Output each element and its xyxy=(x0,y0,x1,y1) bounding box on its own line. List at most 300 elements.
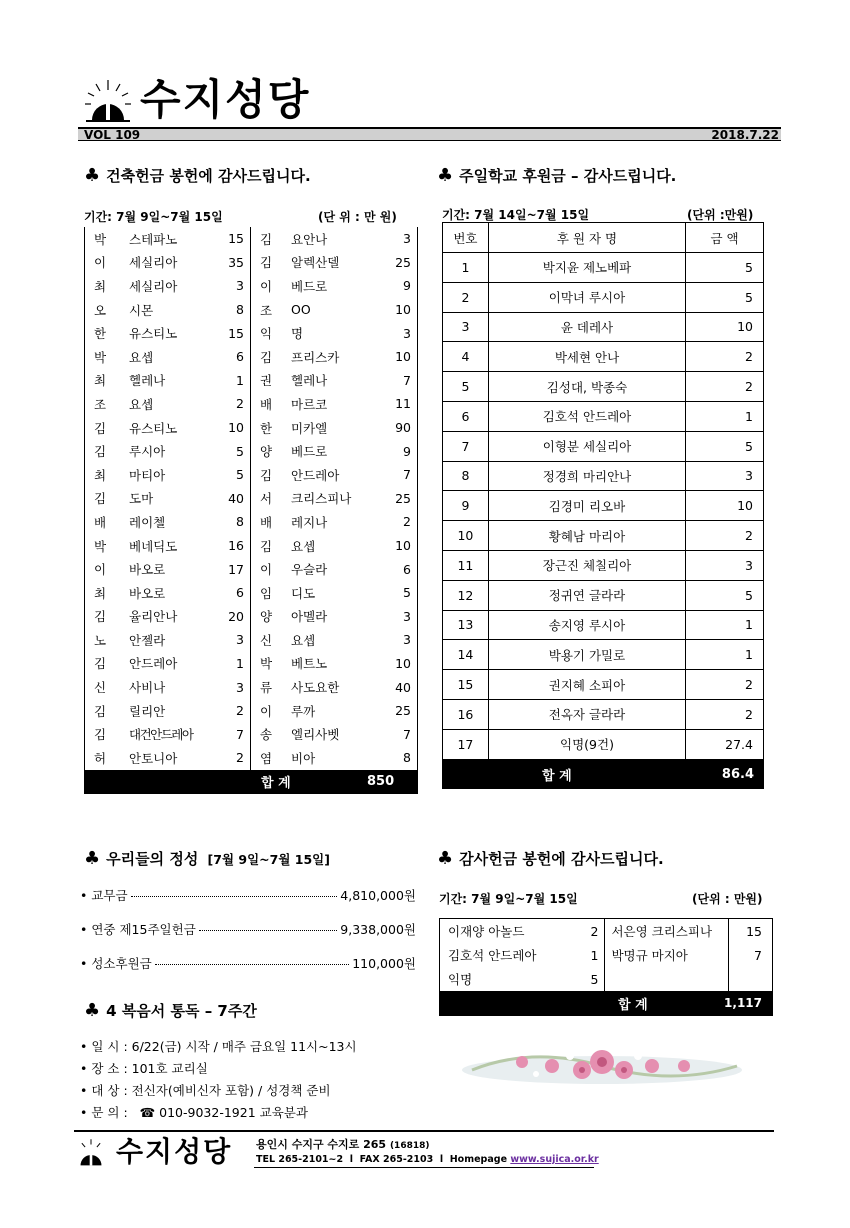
table-row xyxy=(85,439,417,463)
donor-name: 이재양 아놀드 xyxy=(448,924,525,939)
donor-amount: 7 xyxy=(403,467,411,483)
donor-amount: 3 xyxy=(236,632,244,648)
donor-amount: 5 xyxy=(236,443,244,459)
donor-cell xyxy=(85,699,251,723)
sponsor-name: 익명(9건) xyxy=(488,729,685,759)
donor-name xyxy=(605,967,728,991)
donor-name: OO xyxy=(291,302,311,318)
donor-surname: 류 xyxy=(259,680,273,696)
donor-cell xyxy=(251,746,417,770)
devotion-section-title: ♣ 우리들의 정성 [7월 9일~7월 15일] xyxy=(84,848,330,869)
donor-name: 루까 xyxy=(291,703,316,719)
donor-name: 레지나 xyxy=(291,514,328,530)
gospel-section-title: ♣ 4 복음서 통독 – 7주간 xyxy=(84,1000,257,1021)
donor-cell xyxy=(85,439,251,463)
header-bar xyxy=(78,127,781,141)
donor-cell xyxy=(251,227,417,251)
donor-amount: 10 xyxy=(395,538,411,554)
donor-amount: 6 xyxy=(236,585,244,601)
row-number: 14 xyxy=(443,640,489,670)
donor-surname: 양 xyxy=(259,609,273,625)
thanks-total-row xyxy=(440,991,772,1015)
donor-name: 요안나 xyxy=(291,231,328,247)
thanks-table xyxy=(439,918,773,1016)
row-number: 15 xyxy=(443,670,489,700)
donor-name: 루시아 xyxy=(129,444,166,460)
donor-cell xyxy=(251,298,417,322)
sponsor-name: 황혜남 마리아 xyxy=(488,521,685,551)
table-row xyxy=(443,550,764,580)
donor-cell xyxy=(85,510,251,534)
donor-cell xyxy=(251,675,417,699)
table-row xyxy=(443,610,764,640)
table-row xyxy=(85,463,417,487)
donor-amount: 3 xyxy=(403,325,411,341)
donor-surname: 송 xyxy=(259,727,273,743)
row-number: 4 xyxy=(443,342,489,372)
donor-amount: 7 xyxy=(728,943,772,967)
sponsor-amount: 1 xyxy=(686,640,764,670)
table-header-row xyxy=(443,223,764,253)
donor-amount: 8 xyxy=(236,302,244,318)
donor-amount: 7 xyxy=(403,726,411,742)
sponsor-amount: 2 xyxy=(686,670,764,700)
donor-name: 크리스피나 xyxy=(291,491,352,507)
donor-surname: 배 xyxy=(93,514,107,530)
donor-surname: 이 xyxy=(93,255,107,271)
donor-cell xyxy=(251,699,417,723)
table-row xyxy=(443,253,764,283)
volume-number: VOL 109 xyxy=(84,128,141,142)
donor-name: 안젤라 xyxy=(129,632,166,648)
donor-surname: 김 xyxy=(93,444,107,460)
donor-surname: 최 xyxy=(93,585,107,601)
sunday-school-unit: (단위 :만원) xyxy=(687,208,754,222)
donor-amount: 9 xyxy=(403,278,411,294)
donor-amount: 11 xyxy=(395,396,411,412)
donor-cell xyxy=(85,392,251,416)
donor-amount: 35 xyxy=(228,254,244,270)
donor-name: 릴리안 xyxy=(129,703,166,719)
donor-cell xyxy=(251,722,417,746)
donor-amount: 5 xyxy=(236,467,244,483)
table-row xyxy=(85,392,417,416)
donor-name: 마르코 xyxy=(291,396,328,412)
row-number: 2 xyxy=(443,282,489,312)
donor-name: 바오로 xyxy=(129,562,166,578)
donor-surname: 조 xyxy=(259,302,273,318)
table-row xyxy=(440,967,772,991)
donor-amount: 5 xyxy=(403,585,411,601)
church-logo-icon xyxy=(74,1136,108,1170)
donor-name: 요셉 xyxy=(129,349,154,365)
col-header-sponsor: 후 원 자 명 xyxy=(488,223,685,253)
donor-amount: 2 xyxy=(403,514,411,530)
sunday-school-section-title: ♣ 주일학교 후원금 – 감사드립니다. xyxy=(437,165,677,186)
col-header-number: 번호 xyxy=(443,223,489,253)
donor-surname: 신 xyxy=(93,680,107,696)
row-number: 17 xyxy=(443,729,489,759)
donor-name: 도마 xyxy=(129,491,154,507)
table-row xyxy=(85,345,417,369)
donor-amount: 2 xyxy=(236,396,244,412)
donor-cell xyxy=(85,369,251,393)
donor-name: 율리안나 xyxy=(129,609,178,625)
list-item: • 연중 제15주일헌금 9,338,000원 xyxy=(80,922,416,937)
donor-amount: 20 xyxy=(228,608,244,624)
donor-surname: 이 xyxy=(259,703,273,719)
donor-surname: 김 xyxy=(93,420,107,436)
donor-cell xyxy=(251,463,417,487)
donor-cell xyxy=(251,392,417,416)
table-row xyxy=(443,491,764,521)
donor-amount: 40 xyxy=(228,490,244,506)
donor-surname: 박 xyxy=(93,349,107,365)
donor-amount: 6 xyxy=(236,349,244,365)
table-row xyxy=(443,670,764,700)
donor-amount: 1 xyxy=(577,943,605,967)
donor-amount: 90 xyxy=(395,420,411,436)
donor-name: 유스티노 xyxy=(129,420,178,436)
donor-name: 비아 xyxy=(291,750,316,766)
table-row xyxy=(85,675,417,699)
donor-surname: 김 xyxy=(259,538,273,554)
sponsor-amount: 2 xyxy=(686,372,764,402)
donor-surname: 양 xyxy=(259,444,273,460)
donor-surname: 김 xyxy=(93,609,107,625)
club-icon: ♣ xyxy=(437,848,454,869)
row-number: 1 xyxy=(443,253,489,283)
footer-divider xyxy=(74,1130,774,1132)
sponsor-name: 정경희 마리안나 xyxy=(488,461,685,491)
donor-surname: 신 xyxy=(259,632,273,648)
donor-cell xyxy=(85,675,251,699)
flower-decoration xyxy=(452,1036,752,1096)
donor-name: 안드레아 xyxy=(129,656,178,672)
issue-date: 2018.7.22 xyxy=(711,128,779,142)
phone-icon: ☎ xyxy=(139,1105,156,1120)
donor-surname: 최 xyxy=(93,278,107,294)
row-number: 13 xyxy=(443,610,489,640)
sponsor-amount: 1 xyxy=(686,610,764,640)
donor-cell xyxy=(85,274,251,298)
sponsor-amount: 5 xyxy=(686,282,764,312)
sponsor-name: 김성대, 박종숙 xyxy=(488,372,685,402)
sponsor-amount: 3 xyxy=(686,461,764,491)
donor-cell xyxy=(85,227,251,251)
donor-amount: 15 xyxy=(228,231,244,247)
donor-cell xyxy=(251,439,417,463)
table-row xyxy=(443,521,764,551)
sponsor-name: 박용기 가밀로 xyxy=(488,640,685,670)
table-row xyxy=(85,605,417,629)
donor-cell xyxy=(251,321,417,345)
donor-name: 베트노 xyxy=(291,656,328,672)
donor-amount: 15 xyxy=(728,919,772,943)
footer-logo xyxy=(74,1136,108,1170)
sponsor-name: 박지윤 제노베파 xyxy=(488,253,685,283)
sponsor-amount: 10 xyxy=(686,491,764,521)
donor-surname: 김 xyxy=(259,255,273,271)
donor-amount: 8 xyxy=(403,750,411,766)
donor-name: 세실리아 xyxy=(129,278,178,294)
donor-amount: 2 xyxy=(577,919,605,943)
donor-surname: 익 xyxy=(259,326,273,342)
table-row xyxy=(443,729,764,759)
table-row xyxy=(443,640,764,670)
sponsor-amount: 3 xyxy=(686,550,764,580)
donor-name: 스테파노 xyxy=(129,231,178,247)
table-row xyxy=(85,369,417,393)
donor-name: 베드로 xyxy=(291,444,328,460)
donor-name: 안토니아 xyxy=(129,750,178,766)
sponsor-amount: 2 xyxy=(686,342,764,372)
list-item: • 성소후원금 110,000원 xyxy=(80,956,416,971)
donor-surname: 배 xyxy=(259,514,273,530)
donor-surname: 박 xyxy=(93,231,107,247)
table-row xyxy=(85,274,417,298)
club-icon: ♣ xyxy=(84,1000,101,1021)
donor-cell xyxy=(251,369,417,393)
thanks-total-value: 1,117 xyxy=(724,996,762,1010)
sponsor-amount: 5 xyxy=(686,580,764,610)
donor-name: 요셉 xyxy=(291,632,316,648)
table-row xyxy=(85,534,417,558)
donor-name: 미카엘 xyxy=(291,420,328,436)
donor-cell xyxy=(85,416,251,440)
donor-cell xyxy=(251,534,417,558)
donor-amount: 25 xyxy=(395,703,411,719)
donor-amount: 25 xyxy=(395,490,411,506)
devotion-period: [7월 9일~7월 15일] xyxy=(207,852,330,867)
donor-surname: 오 xyxy=(93,302,107,318)
donor-cell xyxy=(85,251,251,275)
sunday-school-total-value: 86.4 xyxy=(721,766,754,782)
row-number: 12 xyxy=(443,580,489,610)
building-table xyxy=(84,227,418,794)
club-icon: ♣ xyxy=(84,848,101,869)
donor-cell xyxy=(251,345,417,369)
table-row xyxy=(443,372,764,402)
sponsor-amount: 2 xyxy=(686,699,764,729)
sponsor-amount: 1 xyxy=(686,401,764,431)
donor-cell xyxy=(85,581,251,605)
donor-surname: 김 xyxy=(93,727,107,743)
donor-amount: 8 xyxy=(236,514,244,530)
donor-cell xyxy=(251,652,417,676)
donor-surname: 허 xyxy=(93,750,107,766)
donor-name: 우슬라 xyxy=(291,562,328,578)
sponsor-name: 정귀연 글라라 xyxy=(488,580,685,610)
sunday-school-total-label: 합 계 xyxy=(542,768,572,784)
donor-amount: 7 xyxy=(236,726,244,742)
footer-contact: TEL 265-2101~2 l FAX 265-2103 l Homepage www.sujica.or.kr xyxy=(256,1154,599,1165)
footer-underline xyxy=(254,1167,594,1168)
donor-surname: 배 xyxy=(259,396,273,412)
table-row xyxy=(85,628,417,652)
sunday-school-total-row xyxy=(442,759,764,789)
building-section-title: ♣ 건축헌금 봉헌에 감사드립니다. xyxy=(84,165,311,186)
donor-name: 프리스카 xyxy=(291,349,340,365)
donor-amount: 3 xyxy=(403,231,411,247)
sponsor-name: 장근진 체칠리아 xyxy=(488,550,685,580)
donor-name: 김호석 안드레아 xyxy=(448,948,537,963)
donor-cell xyxy=(85,605,251,629)
sponsor-amount: 2 xyxy=(686,521,764,551)
donor-name: 유스티노 xyxy=(129,326,178,342)
donor-amount: 3 xyxy=(403,632,411,648)
donor-cell xyxy=(85,463,251,487)
donor-cell xyxy=(85,746,251,770)
donor-amount: 16 xyxy=(228,538,244,554)
sponsor-amount: 27.4 xyxy=(686,729,764,759)
donor-amount xyxy=(728,967,772,991)
donor-amount: 40 xyxy=(395,679,411,695)
donor-name: 세실리아 xyxy=(129,255,178,271)
donor-amount: 17 xyxy=(228,561,244,577)
church-logo-icon xyxy=(82,76,134,126)
row-number: 10 xyxy=(443,521,489,551)
table-row xyxy=(85,722,417,746)
donor-surname: 이 xyxy=(93,562,107,578)
donor-name: 디도 xyxy=(291,585,316,601)
donor-cell xyxy=(85,652,251,676)
table-row xyxy=(443,342,764,372)
table-row xyxy=(440,943,772,967)
header-logo xyxy=(82,76,134,126)
donor-cell xyxy=(85,557,251,581)
donor-amount: 2 xyxy=(236,703,244,719)
sponsor-name: 이형분 세실리아 xyxy=(488,431,685,461)
donor-name: 익명 xyxy=(448,972,473,987)
donor-amount: 10 xyxy=(395,655,411,671)
donor-amount: 1 xyxy=(236,372,244,388)
gospel-info-list xyxy=(80,1036,357,1124)
building-total-row xyxy=(85,770,417,794)
table-row xyxy=(85,557,417,581)
sponsor-name: 이막녀 루시아 xyxy=(488,282,685,312)
row-number: 8 xyxy=(443,461,489,491)
donor-cell xyxy=(85,628,251,652)
header-title: 수지성당 xyxy=(140,75,311,124)
donor-name: 서은영 크리스피나 xyxy=(611,924,713,939)
table-row xyxy=(85,227,417,251)
donor-amount: 7 xyxy=(403,372,411,388)
donor-cell xyxy=(85,722,251,746)
donor-surname: 김 xyxy=(93,656,107,672)
donor-name: 바오로 xyxy=(129,585,166,601)
donor-cell xyxy=(251,628,417,652)
donor-amount: 25 xyxy=(395,254,411,270)
donor-surname: 김 xyxy=(93,491,107,507)
sponsor-name: 권지혜 소피아 xyxy=(488,670,685,700)
donor-name: 헬레나 xyxy=(291,373,328,389)
col-header-amount: 금 액 xyxy=(686,223,764,253)
table-row xyxy=(443,580,764,610)
donor-cell xyxy=(85,345,251,369)
club-icon: ♣ xyxy=(84,165,101,186)
thanks-unit: (단위 : 만원) xyxy=(692,892,763,906)
donor-surname: 이 xyxy=(259,278,273,294)
donor-amount: 10 xyxy=(395,349,411,365)
sponsor-name: 전옥자 글라라 xyxy=(488,699,685,729)
row-number: 5 xyxy=(443,372,489,402)
sponsor-name: 박세현 안나 xyxy=(488,342,685,372)
building-total-label: 합 계 xyxy=(261,776,291,792)
donor-cell xyxy=(251,510,417,534)
footer-address: 용인시 수지구 수지로 265 (16818) xyxy=(256,1138,430,1151)
donor-amount: 10 xyxy=(395,302,411,318)
donor-surname: 권 xyxy=(259,373,273,389)
table-row xyxy=(85,652,417,676)
donor-cell xyxy=(251,251,417,275)
donor-amount: 15 xyxy=(228,325,244,341)
donor-cell xyxy=(251,557,417,581)
homepage-link[interactable]: www.sujica.or.kr xyxy=(510,1154,599,1165)
donor-surname: 임 xyxy=(259,585,273,601)
row-number: 16 xyxy=(443,699,489,729)
table-row xyxy=(443,431,764,461)
donor-surname: 조 xyxy=(93,396,107,412)
row-number: 7 xyxy=(443,431,489,461)
donor-name: 사도요한 xyxy=(291,680,340,696)
donor-name: 알렉산델 xyxy=(291,255,340,271)
donor-surname: 한 xyxy=(259,420,273,436)
donor-surname: 노 xyxy=(93,632,107,648)
donor-name: 요셉 xyxy=(291,538,316,554)
donor-cell xyxy=(85,534,251,558)
donor-surname: 김 xyxy=(259,231,273,247)
thanks-total-label: 합 계 xyxy=(618,997,648,1013)
donor-name: 베드로 xyxy=(291,278,328,294)
donor-name: 명 xyxy=(291,326,304,342)
donor-cell xyxy=(251,605,417,629)
donor-amount: 3 xyxy=(236,278,244,294)
sponsor-name: 김호석 안드레아 xyxy=(488,401,685,431)
donor-surname: 서 xyxy=(259,491,273,507)
sponsor-name: 김경미 리오바 xyxy=(488,491,685,521)
donor-amount: 9 xyxy=(403,443,411,459)
table-row xyxy=(85,581,417,605)
donor-surname: 염 xyxy=(259,750,273,766)
donor-name: 시몬 xyxy=(129,302,154,318)
table-row xyxy=(85,416,417,440)
sponsor-name: 윤 데레사 xyxy=(488,312,685,342)
donor-surname: 김 xyxy=(259,467,273,483)
table-row xyxy=(85,298,417,322)
donor-name: 베네딕도 xyxy=(129,538,178,554)
list-item: • 문 의 : ☎ 010-9032-1921 교육분과 xyxy=(80,1105,308,1120)
sponsor-amount: 5 xyxy=(686,431,764,461)
table-row xyxy=(443,401,764,431)
donor-amount: 3 xyxy=(236,679,244,695)
donor-surname: 최 xyxy=(93,373,107,389)
donor-amount: 6 xyxy=(403,561,411,577)
table-row xyxy=(85,510,417,534)
donor-name: 엘리사벳 xyxy=(291,727,340,743)
row-number: 6 xyxy=(443,401,489,431)
table-row xyxy=(85,699,417,723)
donor-surname: 이 xyxy=(259,562,273,578)
list-item: • 교무금 4,810,000원 xyxy=(80,888,416,903)
donor-name: 대건안드레아 xyxy=(129,727,193,743)
list-item: • 대 상 : 전신자(예비신자 포함) / 성경책 준비 xyxy=(80,1083,331,1098)
donor-amount: 1 xyxy=(236,655,244,671)
club-icon: ♣ xyxy=(437,165,454,186)
donor-name: 헬레나 xyxy=(129,373,166,389)
sponsor-amount: 5 xyxy=(686,253,764,283)
donor-name: 안드레아 xyxy=(291,467,340,483)
